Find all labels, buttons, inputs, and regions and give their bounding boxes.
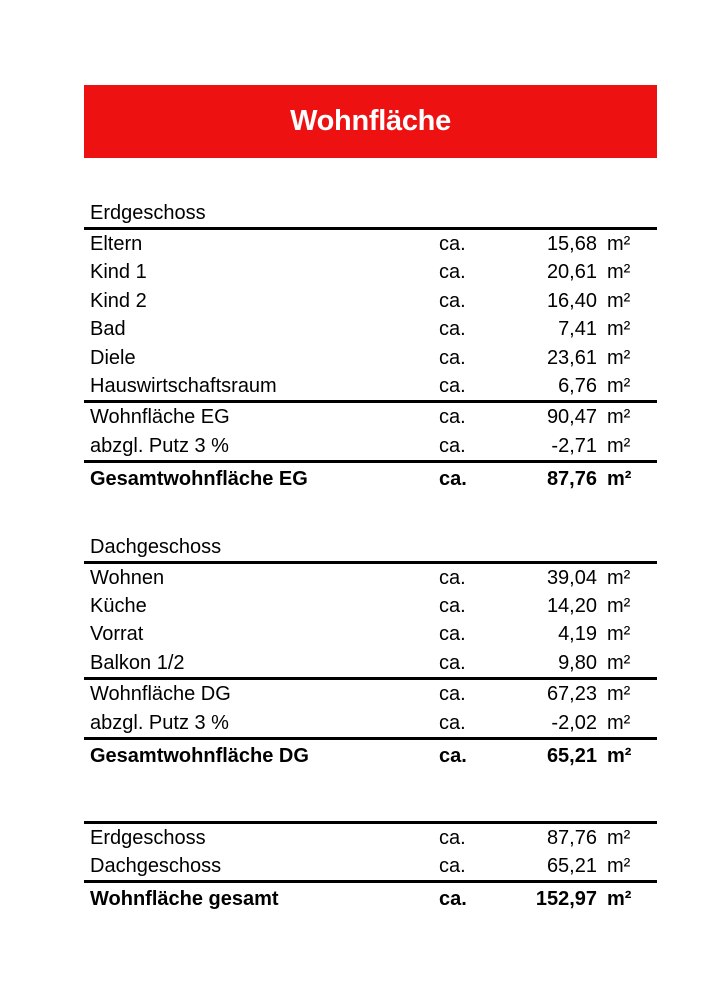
approx-label: ca. [439, 375, 466, 398]
area-tables [84, 200, 657, 914]
area-value: 67,23 [546, 683, 597, 706]
table-row [84, 230, 657, 258]
approx-label: ca. [439, 566, 466, 589]
unit-label: m² [607, 318, 631, 341]
area-value: 87,76 [546, 468, 597, 491]
page-title: Wohnfläche [290, 105, 451, 137]
approx-label: ca. [439, 888, 467, 911]
room-label: Balkon 1/2 [90, 651, 185, 674]
unit-label: m² [607, 888, 632, 911]
approx-label: ca. [439, 651, 466, 674]
unit-label: m² [607, 434, 631, 457]
area-value: 9,80 [558, 651, 597, 674]
room-label: Wohnen [90, 566, 165, 589]
area-value: -2,71 [551, 434, 597, 457]
table-row [84, 432, 657, 460]
table-row [84, 680, 657, 708]
table-row [84, 592, 657, 620]
unit-label: m² [607, 468, 632, 491]
area-value: 87,76 [546, 826, 597, 849]
section-total-row [84, 737, 657, 770]
approx-label: ca. [439, 826, 466, 849]
room-label: Küche [90, 595, 147, 618]
unit-label: m² [607, 289, 631, 312]
table-row [84, 885, 657, 913]
room-label: Dachgeschoss [90, 854, 222, 877]
approx-label: ca. [439, 346, 466, 369]
approx-label: ca. [439, 289, 466, 312]
room-label: Wohnfläche gesamt [90, 888, 279, 911]
room-label: Wohnfläche DG [90, 683, 231, 706]
approx-label: ca. [439, 434, 466, 457]
area-value: 39,04 [546, 566, 597, 589]
area-value: 65,21 [546, 854, 597, 877]
room-label: Erdgeschoss [90, 826, 206, 849]
table-row [84, 709, 657, 737]
area-value: 7,41 [558, 318, 597, 341]
unit-label: m² [607, 854, 631, 877]
room-label: Kind 2 [90, 289, 147, 312]
table-row [84, 824, 657, 852]
room-label: Hauswirtschaftsraum [90, 375, 277, 398]
room-label: abzgl. Putz 3 % [90, 434, 229, 457]
approx-label: ca. [439, 406, 466, 429]
room-label: Vorrat [90, 623, 144, 646]
room-label: Gesamtwohnfläche DG [90, 745, 309, 768]
section-rows [84, 821, 657, 881]
table-section [84, 821, 657, 914]
section-subtotal-rows [84, 677, 657, 737]
room-label: Bad [90, 318, 126, 341]
approx-label: ca. [439, 318, 466, 341]
room-label: Wohnfläche EG [90, 406, 230, 429]
room-label: Kind 1 [90, 261, 147, 284]
approx-label: ca. [439, 623, 466, 646]
section-rows [84, 564, 657, 678]
table-row [84, 564, 657, 592]
unit-label: m² [607, 711, 631, 734]
area-value: -2,02 [551, 711, 597, 734]
section-subtotal-rows [84, 400, 657, 460]
table-section [84, 200, 657, 494]
approx-label: ca. [439, 233, 466, 255]
area-value: 4,19 [558, 623, 597, 646]
room-label: abzgl. Putz 3 % [90, 711, 229, 734]
unit-label: m² [607, 683, 631, 706]
table-row [84, 315, 657, 343]
section-total-row [84, 880, 657, 913]
table-row [84, 372, 657, 400]
table-row [84, 649, 657, 677]
section-rows [84, 230, 657, 400]
approx-label: ca. [439, 683, 466, 706]
room-label: Eltern [90, 233, 143, 255]
approx-label: ca. [439, 595, 466, 618]
title-banner [84, 85, 657, 158]
table-row [84, 852, 657, 880]
area-value: 20,61 [546, 261, 597, 284]
unit-label: m² [607, 826, 631, 849]
approx-label: ca. [439, 261, 466, 284]
approx-label: ca. [439, 745, 467, 768]
approx-label: ca. [439, 711, 466, 734]
unit-label: m² [607, 595, 631, 618]
table-row [84, 258, 657, 286]
section-total-row [84, 460, 657, 493]
room-label: Diele [90, 346, 136, 369]
unit-label: m² [607, 406, 631, 429]
unit-label: m² [607, 346, 631, 369]
area-value: 14,20 [546, 595, 597, 618]
area-value: 15,68 [546, 233, 597, 255]
table-section [84, 534, 657, 771]
area-value: 6,76 [558, 375, 597, 398]
area-value: 90,47 [546, 406, 597, 429]
table-row [84, 344, 657, 372]
table-row [84, 287, 657, 315]
room-label: Gesamtwohnfläche EG [90, 468, 308, 491]
unit-label: m² [607, 651, 631, 674]
unit-label: m² [607, 745, 632, 768]
table-row [84, 742, 657, 770]
section-heading: Dachgeschoss [84, 534, 657, 564]
table-row [84, 465, 657, 493]
area-value: 16,40 [546, 289, 597, 312]
unit-label: m² [607, 375, 631, 398]
area-value: 65,21 [546, 745, 597, 768]
table-row [84, 620, 657, 648]
unit-label: m² [607, 566, 631, 589]
area-value: 152,97 [535, 888, 597, 911]
approx-label: ca. [439, 468, 467, 491]
area-value: 23,61 [546, 346, 597, 369]
unit-label: m² [607, 261, 631, 284]
unit-label: m² [607, 623, 631, 646]
table-row [84, 403, 657, 431]
unit-label: m² [607, 233, 631, 255]
approx-label: ca. [439, 854, 466, 877]
section-heading: Erdgeschoss [84, 200, 657, 230]
